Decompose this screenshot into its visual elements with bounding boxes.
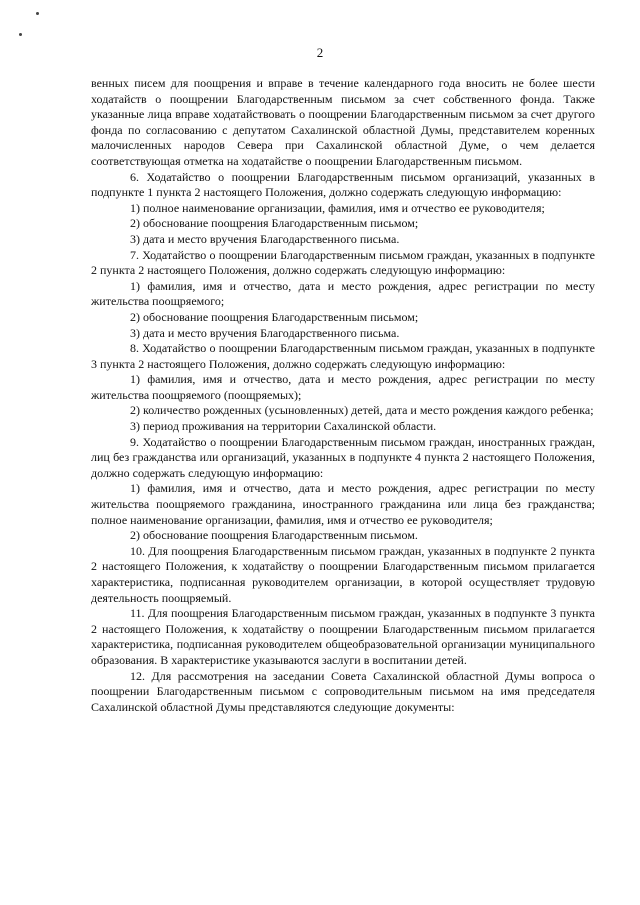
paragraph: 2) обоснование поощрения Благодарственным письмом; [130, 216, 419, 231]
scan-speck [36, 12, 39, 15]
paragraph: 7. Ходатайство о поощрении Благодарственным письмом граждан, указанных в подпункте 2 пункта 2 настоящего Положения, должно содержать следующую информацию: [91, 247, 595, 278]
paragraph: 1) фамилия, имя и отчество, дата и место рождения, адрес регистрации по месту жительства поощряемого (поощряемых); [91, 372, 595, 402]
paragraph: 3) дата и место вручения Благодарственного письма. [130, 325, 400, 340]
paragraph: 2) обоснование поощрения Благодарственным письмом; [130, 309, 419, 324]
paragraph: 1) фамилия, имя и отчество, дата и место рождения, адрес регистрации по месту жительства поощряемого; [91, 278, 595, 309]
document-body [91, 76, 595, 715]
scan-speck [19, 33, 22, 36]
paragraph: 3) дата и место вручения Благодарственного письма. [130, 231, 400, 246]
paragraph: 10. Для поощрения Благодарственным письмом граждан, указанных в подпункте 2 пункта 2 настоящего Положения, к ходатайству о поощрении Благодарственным письмом прилагается характеристика, подписанная руководителем организации, в которой осуществляет трудовую деятельность поощряемый. [91, 543, 595, 605]
paragraph: 12. Для рассмотрения на заседании Совета Сахалинской областной Думы вопроса о поощрении Благодарственным письмом с сопроводительным письмом на имя председателя Сахалинской областной Думы представляются следующие документы: [91, 668, 595, 714]
paragraph: 11. Для поощрения Благодарственным письмом граждан, указанных в подпункте 3 пункта 2 настоящего Положения, к ходатайству о поощрении Благодарственным письмом прилагается характеристика, подписанная руководителем общеобразовательной организации муниципального образования. В характеристике указываются заслуги в воспитании детей. [91, 606, 595, 667]
paragraph: 1) фамилия, имя и отчество, дата и место рождения, адрес регистрации по месту жительства поощряемого гражданина, иностранного гражданина или лица без гражданства; полное наименование организации, фамилия, имя и отчество ее руководителя; [91, 481, 595, 527]
paragraph: 9. Ходатайство о поощрении Благодарственным письмом граждан, иностранных граждан, лиц без гражданства или организаций, указанных в подпункте 4 пункта 2 настоящего Положения, должно содержать следующую информацию: [91, 434, 595, 480]
paragraph: 8. Ходатайство о поощрении Благодарственным письмом граждан, указанных в подпункте 3 пункта 2 настоящего Положения, должно содержать следующую информацию: [91, 341, 595, 371]
paragraph: 2) количество рожденных (усыновленных) детей, дата и место рождения каждого ребенка; [130, 403, 594, 418]
paragraph: 3) период проживания на территории Сахалинской области. [130, 419, 437, 434]
paragraph: 2) обоснование поощрения Благодарственным письмом. [130, 528, 418, 543]
page-number: 2 [316, 45, 324, 60]
paragraph: 1) полное наименование организации, фамилия, имя и отчество ее руководителя; [130, 200, 545, 215]
paragraph: 6. Ходатайство о поощрении Благодарственным письмом организаций, указанных в подпункте 1 пункта 2 настоящего Положения, должно содержать следующую информацию: [91, 169, 595, 200]
paragraph: венных писем для поощрения и вправе в течение календарного года вносить не более шести ходатайств о поощрении Благодарственным письмом за счет собственного фонда. Также указанные лица вправе ходатайствовать о поощрении Благодарственным письмом за счет другого фонда по согласованию с депутатом Сахалинской областной Думы, представителем коренных малочисленных народов Севера при Сахалинской областной Думе, о чем делается соответствующая отметка на ходатайстве о поощрении Благодарственным письмом. [91, 76, 595, 168]
